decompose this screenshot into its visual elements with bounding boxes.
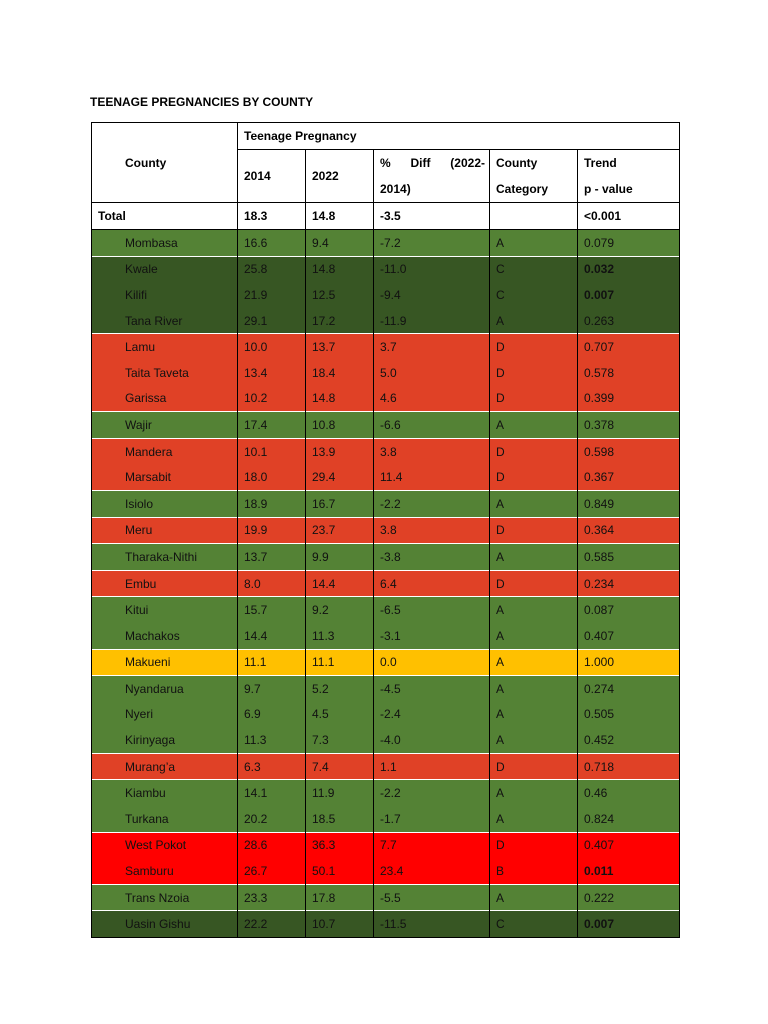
county-category-cell: C xyxy=(490,911,578,938)
document-title: TEENAGE PREGNANCIES BY COUNTY xyxy=(90,95,314,109)
county-category-line2: Category xyxy=(496,182,549,196)
total-row xyxy=(92,203,680,230)
table-row xyxy=(92,623,680,649)
table-row xyxy=(92,517,680,544)
trend-p-value-cell: 0.274 xyxy=(578,676,680,702)
county-name-cell: Meru xyxy=(92,517,238,544)
percent-diff-cell: 3.8 xyxy=(374,438,490,464)
value-2022-cell: 36.3 xyxy=(306,832,374,858)
table-row xyxy=(92,360,680,386)
value-2014-cell: 15.7 xyxy=(238,597,306,623)
value-2022-cell: 9.9 xyxy=(306,544,374,571)
value-2022-cell: 18.5 xyxy=(306,806,374,832)
county-name-cell: Tana River xyxy=(92,308,238,334)
value-2014-cell: 25.8 xyxy=(238,256,306,282)
county-category-line1: County xyxy=(496,156,538,170)
county-category-cell: D xyxy=(490,464,578,490)
percent-diff-cell: -6.5 xyxy=(374,597,490,623)
trend-p-value-cell: 0.263 xyxy=(578,308,680,334)
county-category-cell: D xyxy=(490,438,578,464)
county-category-cell: D xyxy=(490,753,578,780)
trend-p-value-cell: 0.364 xyxy=(578,517,680,544)
county-category-cell: C xyxy=(490,282,578,308)
table-row xyxy=(92,282,680,308)
county-name-cell: Garissa xyxy=(92,386,238,412)
value-2014-cell: 11.1 xyxy=(238,649,306,676)
percent-diff-label-c: (2022- xyxy=(450,156,485,170)
county-category-cell: D xyxy=(490,360,578,386)
percent-diff-cell: 3.7 xyxy=(374,334,490,360)
trend-p-value-cell: 0.007 xyxy=(578,911,680,938)
value-2014-cell: 8.0 xyxy=(238,570,306,597)
trend-p-value-cell: 0.087 xyxy=(578,597,680,623)
county-category-cell: A xyxy=(490,806,578,832)
percent-diff-label-a: % xyxy=(380,156,391,170)
county-category-cell: A xyxy=(490,702,578,728)
table-row xyxy=(92,832,680,858)
percent-diff-cell: -2.2 xyxy=(374,490,490,517)
trend-line2: p - value xyxy=(584,182,633,196)
table-row xyxy=(92,597,680,623)
value-2022-cell: 17.8 xyxy=(306,884,374,911)
value-2022-cell: 11.9 xyxy=(306,780,374,806)
percent-diff-cell: -6.6 xyxy=(374,412,490,439)
value-2022-cell: 29.4 xyxy=(306,464,374,490)
value-2014-cell: 13.4 xyxy=(238,360,306,386)
trend-p-value-cell: 0.407 xyxy=(578,623,680,649)
percent-diff-cell: -4.5 xyxy=(374,676,490,702)
value-2022-cell: 5.2 xyxy=(306,676,374,702)
value-2022-cell: 18.4 xyxy=(306,360,374,386)
percent-diff-cell: 3.8 xyxy=(374,517,490,544)
table-row xyxy=(92,544,680,571)
table-row xyxy=(92,702,680,728)
trend-p-value-cell: 0.234 xyxy=(578,570,680,597)
percent-diff-cell: -3.1 xyxy=(374,623,490,649)
percent-diff-label-line2: 2014) xyxy=(380,182,411,196)
value-2014-cell: 14.1 xyxy=(238,780,306,806)
value-2014-cell: 6.3 xyxy=(238,753,306,780)
county-category-cell: A xyxy=(490,649,578,676)
county-name-cell: Nyandarua xyxy=(92,676,238,702)
value-2022-cell: 4.5 xyxy=(306,702,374,728)
value-2022-cell: 10.8 xyxy=(306,412,374,439)
table-row xyxy=(92,412,680,439)
total-2014: 18.3 xyxy=(238,203,306,230)
value-2014-cell: 10.2 xyxy=(238,386,306,412)
percent-diff-cell: 7.7 xyxy=(374,832,490,858)
value-2014-cell: 22.2 xyxy=(238,911,306,938)
trend-p-value-cell: 0.849 xyxy=(578,490,680,517)
value-2022-cell: 13.9 xyxy=(306,438,374,464)
table-row xyxy=(92,753,680,780)
percent-diff-cell: 23.4 xyxy=(374,858,490,884)
trend-p-value-cell: 0.598 xyxy=(578,438,680,464)
county-rows xyxy=(92,230,680,938)
trend-p-value-cell: 1.000 xyxy=(578,649,680,676)
year-2022-header: 2022 xyxy=(306,150,374,203)
value-2014-cell: 29.1 xyxy=(238,308,306,334)
trend-p-value-cell: 0.399 xyxy=(578,386,680,412)
county-name-cell: Nyeri xyxy=(92,702,238,728)
trend-p-value-cell: 0.46 xyxy=(578,780,680,806)
total-label: Total xyxy=(92,203,238,230)
trend-p-value-cell: 0.367 xyxy=(578,464,680,490)
county-name-cell: Mandera xyxy=(92,438,238,464)
table-row xyxy=(92,570,680,597)
county-name-cell: Kirinyaga xyxy=(92,727,238,753)
county-header: County xyxy=(92,123,238,203)
value-2022-cell: 7.4 xyxy=(306,753,374,780)
teenage-pregnancy-header: Teenage Pregnancy xyxy=(238,123,680,150)
county-category-cell: A xyxy=(490,544,578,571)
county-name-cell: Taita Taveta xyxy=(92,360,238,386)
percent-diff-cell: 1.1 xyxy=(374,753,490,780)
table-row xyxy=(92,490,680,517)
value-2022-cell: 17.2 xyxy=(306,308,374,334)
table-row xyxy=(92,438,680,464)
value-2022-cell: 14.8 xyxy=(306,256,374,282)
year-2014-header: 2014 xyxy=(238,150,306,203)
value-2022-cell: 9.4 xyxy=(306,230,374,257)
value-2014-cell: 10.1 xyxy=(238,438,306,464)
percent-diff-cell: -11.9 xyxy=(374,308,490,334)
percent-diff-cell: 5.0 xyxy=(374,360,490,386)
trend-p-value-cell: 0.032 xyxy=(578,256,680,282)
value-2022-cell: 10.7 xyxy=(306,911,374,938)
percent-diff-cell: -2.2 xyxy=(374,780,490,806)
county-category-cell: D xyxy=(490,832,578,858)
value-2022-cell: 9.2 xyxy=(306,597,374,623)
county-name-cell: Marsabit xyxy=(92,464,238,490)
county-name-cell: Tharaka-Nithi xyxy=(92,544,238,571)
county-name-cell: Isiolo xyxy=(92,490,238,517)
table-row xyxy=(92,676,680,702)
trend-p-value-cell: 0.707 xyxy=(578,334,680,360)
percent-diff-cell: -1.7 xyxy=(374,806,490,832)
table-row xyxy=(92,230,680,257)
county-category-cell: A xyxy=(490,727,578,753)
value-2014-cell: 23.3 xyxy=(238,884,306,911)
percent-diff-cell: -11.5 xyxy=(374,911,490,938)
trend-p-value-cell: 0.007 xyxy=(578,282,680,308)
value-2014-cell: 10.0 xyxy=(238,334,306,360)
county-name-cell: Turkana xyxy=(92,806,238,832)
header-row-1 xyxy=(92,123,680,150)
value-2014-cell: 28.6 xyxy=(238,832,306,858)
trend-p-value-cell: 0.505 xyxy=(578,702,680,728)
county-category-cell: D xyxy=(490,570,578,597)
county-name-cell: Kwale xyxy=(92,256,238,282)
county-category-cell: C xyxy=(490,256,578,282)
table-row xyxy=(92,464,680,490)
percent-diff-cell: 0.0 xyxy=(374,649,490,676)
value-2014-cell: 20.2 xyxy=(238,806,306,832)
trend-p-value-cell: 0.079 xyxy=(578,230,680,257)
county-category-cell: D xyxy=(490,517,578,544)
percent-diff-cell: -7.2 xyxy=(374,230,490,257)
county-name-cell: Lamu xyxy=(92,334,238,360)
table-row xyxy=(92,386,680,412)
value-2022-cell: 14.8 xyxy=(306,386,374,412)
county-category-cell: A xyxy=(490,230,578,257)
value-2022-cell: 11.1 xyxy=(306,649,374,676)
trend-p-value-cell: 0.222 xyxy=(578,884,680,911)
county-category-cell: A xyxy=(490,780,578,806)
table-row xyxy=(92,806,680,832)
value-2014-cell: 18.9 xyxy=(238,490,306,517)
value-2014-cell: 26.7 xyxy=(238,858,306,884)
county-category-cell: A xyxy=(490,490,578,517)
value-2022-cell: 14.4 xyxy=(306,570,374,597)
trend-p-value-cell: 0.585 xyxy=(578,544,680,571)
value-2022-cell: 11.3 xyxy=(306,623,374,649)
percent-diff-cell: 6.4 xyxy=(374,570,490,597)
percent-diff-label-b: Diff xyxy=(410,156,431,170)
county-name-cell: Murang’a xyxy=(92,753,238,780)
county-name-cell: Kiambu xyxy=(92,780,238,806)
trend-p-value-cell: 0.378 xyxy=(578,412,680,439)
total-diff: -3.5 xyxy=(374,203,490,230)
county-name-cell: Machakos xyxy=(92,623,238,649)
county-category-cell: A xyxy=(490,308,578,334)
value-2014-cell: 6.9 xyxy=(238,702,306,728)
county-category-cell: A xyxy=(490,597,578,623)
percent-diff-cell: -2.4 xyxy=(374,702,490,728)
value-2014-cell: 14.4 xyxy=(238,623,306,649)
percent-diff-cell: 11.4 xyxy=(374,464,490,490)
trend-p-value-cell: 0.578 xyxy=(578,360,680,386)
county-name-cell: Kitui xyxy=(92,597,238,623)
county-name-cell: Uasin Gishu xyxy=(92,911,238,938)
percent-diff-cell: -9.4 xyxy=(374,282,490,308)
trend-p-value-cell: 0.452 xyxy=(578,727,680,753)
trend-p-value-cell: 0.011 xyxy=(578,858,680,884)
value-2014-cell: 19.9 xyxy=(238,517,306,544)
county-category-cell: A xyxy=(490,412,578,439)
percent-diff-cell: -3.8 xyxy=(374,544,490,571)
county-name-cell: Mombasa xyxy=(92,230,238,257)
value-2022-cell: 50.1 xyxy=(306,858,374,884)
percent-diff-cell: -11.0 xyxy=(374,256,490,282)
county-name-cell: Samburu xyxy=(92,858,238,884)
teenage-pregnancy-table xyxy=(91,122,680,938)
value-2014-cell: 11.3 xyxy=(238,727,306,753)
value-2022-cell: 16.7 xyxy=(306,490,374,517)
trend-p-value-cell: 0.718 xyxy=(578,753,680,780)
value-2014-cell: 16.6 xyxy=(238,230,306,257)
trend-line1: Trend xyxy=(584,156,617,170)
table-row xyxy=(92,911,680,938)
county-category-cell: A xyxy=(490,884,578,911)
county-category-cell: A xyxy=(490,623,578,649)
county-category-cell: D xyxy=(490,334,578,360)
trend-p-value-header xyxy=(578,150,680,203)
county-category-header xyxy=(490,150,578,203)
county-name-cell: Embu xyxy=(92,570,238,597)
value-2014-cell: 18.0 xyxy=(238,464,306,490)
percent-diff-header xyxy=(374,150,490,203)
county-name-cell: West Pokot xyxy=(92,832,238,858)
total-category xyxy=(490,203,578,230)
value-2014-cell: 21.9 xyxy=(238,282,306,308)
table-row xyxy=(92,649,680,676)
total-p-value: <0.001 xyxy=(578,203,680,230)
county-name-cell: Kilifi xyxy=(92,282,238,308)
county-name-cell: Makueni xyxy=(92,649,238,676)
table-row xyxy=(92,256,680,282)
percent-diff-cell: -4.0 xyxy=(374,727,490,753)
county-category-cell: B xyxy=(490,858,578,884)
value-2022-cell: 13.7 xyxy=(306,334,374,360)
trend-p-value-cell: 0.824 xyxy=(578,806,680,832)
county-name-cell: Trans Nzoia xyxy=(92,884,238,911)
value-2022-cell: 23.7 xyxy=(306,517,374,544)
total-2022: 14.8 xyxy=(306,203,374,230)
percent-diff-cell: -5.5 xyxy=(374,884,490,911)
percent-diff-cell: 4.6 xyxy=(374,386,490,412)
value-2014-cell: 17.4 xyxy=(238,412,306,439)
value-2014-cell: 9.7 xyxy=(238,676,306,702)
county-category-cell: A xyxy=(490,676,578,702)
county-name-cell: Wajir xyxy=(92,412,238,439)
county-category-cell: D xyxy=(490,386,578,412)
value-2022-cell: 7.3 xyxy=(306,727,374,753)
value-2014-cell: 13.7 xyxy=(238,544,306,571)
table-row xyxy=(92,334,680,360)
table-row xyxy=(92,308,680,334)
trend-p-value-cell: 0.407 xyxy=(578,832,680,858)
table-row xyxy=(92,858,680,884)
table-row xyxy=(92,884,680,911)
table-row xyxy=(92,780,680,806)
value-2022-cell: 12.5 xyxy=(306,282,374,308)
table-row xyxy=(92,727,680,753)
